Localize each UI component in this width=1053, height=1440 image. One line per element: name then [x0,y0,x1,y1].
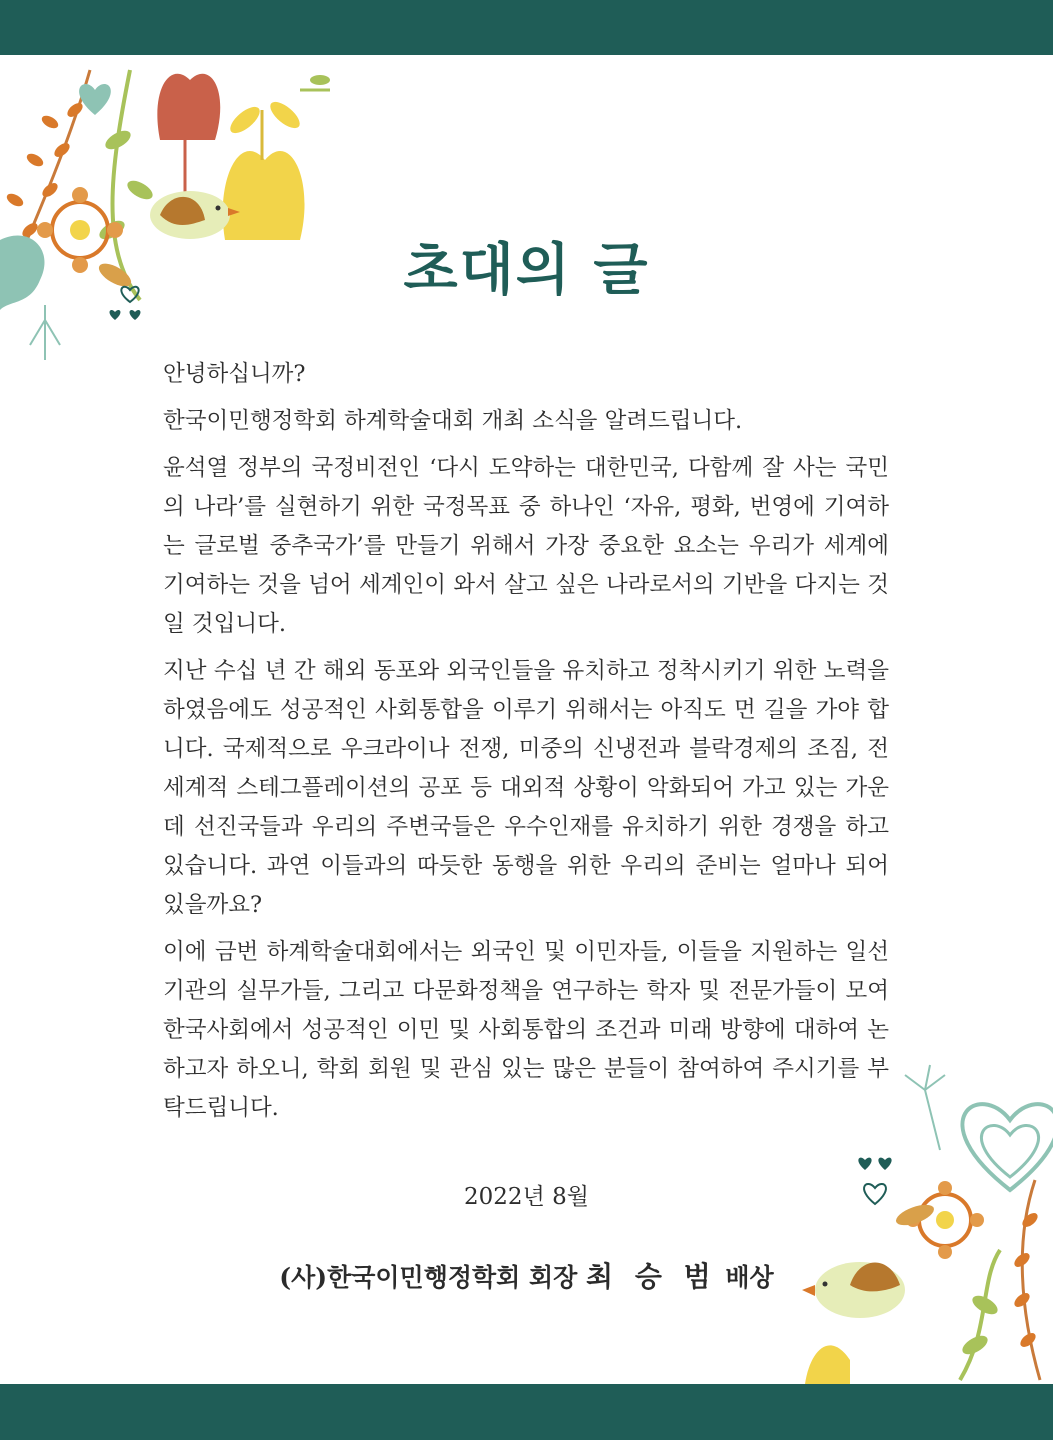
greeting-paragraph: 안녕하십니까? [163,361,306,387]
top-header-band [0,0,1053,55]
floral-decoration-top-left [0,50,330,370]
signature-name: 최 승 범 [586,1260,717,1293]
letter-body [163,355,889,1136]
bottom-footer-band [0,1384,1053,1440]
signature-line [0,1255,1053,1295]
signature-suffix: 배상 [725,1263,774,1292]
intro-paragraph: 한국이민행정학회 하계학술대회 개최 소식을 알려드립니다. [163,408,743,434]
signature-org: (사)한국이민행정학회 회장 [279,1263,578,1292]
letter-date: 2022년 8월 [464,1184,589,1210]
context-paragraph: 지난 수십 년 간 해외 동포와 외국인들을 유치하고 정착시키기 위한 노력을 하였음에도 성공적인 사회통합을 이루기 위해서는 아직도 먼 길을 가야 합니다. 국제적으로 우크라이나 전쟁, 미중의 신냉전과 블락경제의 조짐, 전세계적 스테그플레이션의 공포 등 대외적 상황이 악화되어 가고 있는 가운데 선진국들과 우리의 주변국들은 우수인재를 유치하기 위한 경쟁을 하고 있습니다. 과연 이들과의 따듯한 동행을 위한 우리의 준비는 얼마나 되어 있을까요? [163,658,889,918]
invitation-paragraph: 이에 금번 하계학술대회에서는 외국인 및 이민자들, 이들을 지원하는 일선기관의 실무가들, 그리고 다문화정책을 연구하는 학자 및 전문가들이 모여 한국사회에서 성공적인 이민 및 사회통합의 조건과 미래 방향에 대하여 논하고자 하오니, 학회 회원 및 관심 있는 많은 분들이 참여하여 주시기를 부탁드립니다. [163,939,889,1121]
vision-paragraph: 윤석열 정부의 국정비전인 ‘다시 도약하는 대한민국, 다함께 잘 사는 국민의 나라’를 실현하기 위한 국정목표 중 하나인 ‘자유, 평화, 번영에 기여하는 글로벌 중추국가’를 만들기 위해서 가장 중요한 요소는 우리가 세계에 기여하는 것을 넘어 세계인이 와서 살고 싶은 나라로서의 기반을 다지는 것일 것입니다. [163,455,889,637]
page-title: 초대의 글 [403,238,650,303]
